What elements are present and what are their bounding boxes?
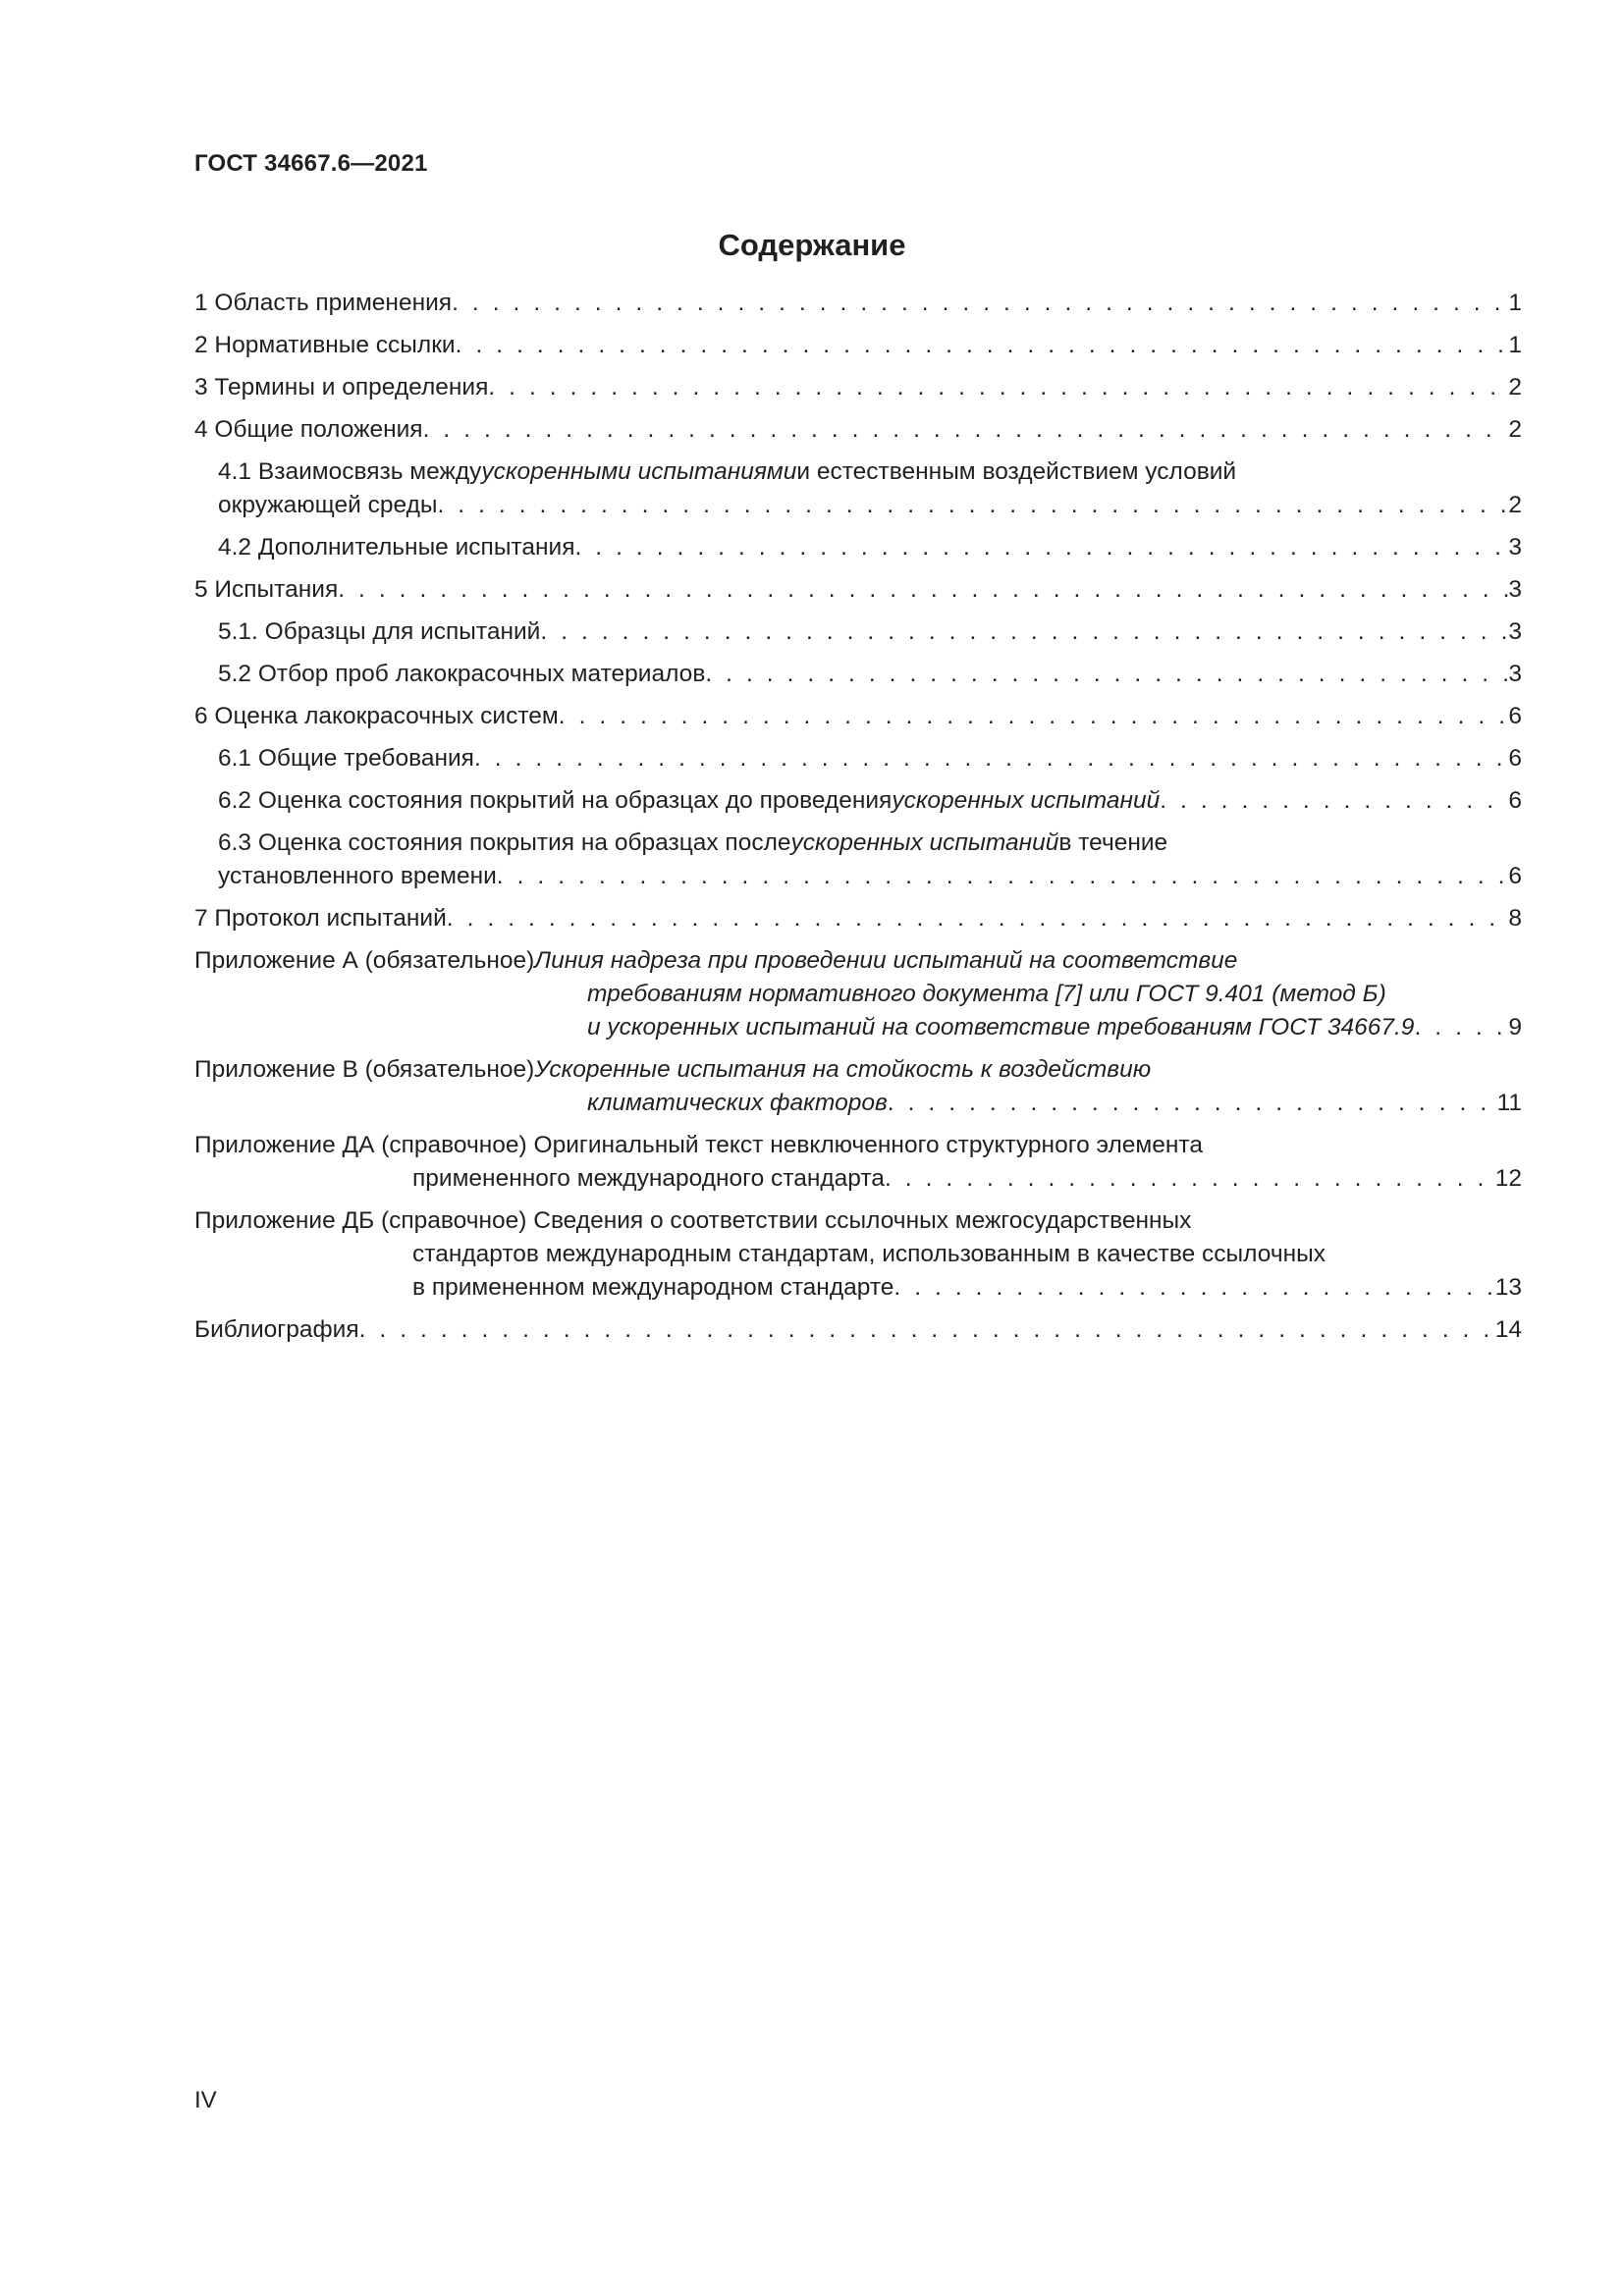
- toc-line: [194, 1313, 1522, 1347]
- toc-leader-dots: [456, 329, 1509, 362]
- toc-line: [194, 489, 1522, 522]
- toc-entry-4-1[interactable]: [194, 455, 1522, 522]
- toc-text: 7 Протокол испытаний: [194, 905, 447, 932]
- toc-leader-dots: [885, 1162, 1495, 1196]
- toc-text: примененного международного стандарта: [412, 1165, 885, 1192]
- toc-line: [194, 531, 1522, 564]
- toc-entry-6-3[interactable]: [194, 827, 1522, 893]
- toc-line: [194, 700, 1522, 733]
- toc-text: 4.1 Взаимосвязь между: [218, 458, 482, 485]
- toc-text: 6.3 Оценка состояния покрытия на образцах после: [218, 829, 791, 856]
- toc-leader-dots: [447, 902, 1509, 935]
- toc-line: [194, 287, 1522, 320]
- toc-page-number: 11: [1496, 1090, 1522, 1116]
- toc-leader-dots: [1414, 1011, 1508, 1044]
- toc-text: и естественным воздействием условий: [796, 458, 1237, 485]
- toc-leader-dots: [488, 371, 1508, 404]
- toc-line: [194, 1129, 1522, 1162]
- toc-text: и ускоренных испытаний на соответствие требованиям ГОСТ 34667.9: [587, 1014, 1415, 1041]
- toc-text: Приложение А (обязательное): [194, 947, 535, 974]
- toc-entry-4-2[interactable]: [194, 531, 1522, 564]
- toc-entry-3[interactable]: [194, 371, 1522, 404]
- toc-leader-dots: [359, 1313, 1495, 1347]
- toc-entry-1[interactable]: [194, 287, 1522, 320]
- toc-page-number: 6: [1508, 787, 1522, 814]
- toc-line: [194, 1271, 1522, 1305]
- toc-line: [194, 827, 1522, 860]
- toc-entry-6[interactable]: [194, 700, 1522, 733]
- toc-entry-2[interactable]: [194, 329, 1522, 362]
- toc-leader-dots: [437, 489, 1508, 522]
- toc-leader-dots: [893, 1271, 1494, 1305]
- toc-entry-bib[interactable]: [194, 1313, 1522, 1347]
- toc-line: [194, 413, 1522, 447]
- toc-page-number: 1: [1508, 290, 1522, 316]
- toc-leader-dots: [338, 573, 1508, 607]
- toc-line: [194, 455, 1522, 489]
- toc-line: [194, 1087, 1522, 1120]
- toc-text: в течение: [1058, 829, 1168, 856]
- toc-entry-5-1[interactable]: [194, 615, 1522, 649]
- toc-text: 6.1 Общие требования: [218, 745, 474, 772]
- toc-leader-dots: [497, 860, 1509, 893]
- toc-text: 6 Оценка лакокрасочных систем: [194, 703, 559, 729]
- toc-line: [194, 573, 1522, 607]
- toc-text: Приложение ДА (справочное) Оригинальный текст невключенного структурного элемента: [194, 1132, 1204, 1158]
- table-of-contents: [194, 287, 1522, 1356]
- toc-line: [194, 784, 1522, 818]
- toc-line: [194, 742, 1522, 775]
- toc-text: 3 Термины и определения: [194, 374, 489, 400]
- toc-entry-app-a[interactable]: [194, 944, 1522, 1044]
- toc-entry-4[interactable]: [194, 413, 1522, 447]
- toc-text: 1 Область применения: [194, 290, 453, 316]
- toc-text: Ускоренные испытания на стойкость к воздействию: [534, 1056, 1152, 1083]
- toc-line: [194, 658, 1522, 691]
- toc-leader-dots: [888, 1087, 1497, 1120]
- toc-line: [194, 329, 1522, 362]
- toc-entry-6-2[interactable]: [194, 784, 1522, 818]
- toc-page-number: 14: [1494, 1316, 1522, 1343]
- toc-page-number: 13: [1494, 1274, 1522, 1301]
- toc-entry-app-da[interactable]: [194, 1129, 1522, 1196]
- toc-leader-dots: [474, 742, 1508, 775]
- toc-page-number: 8: [1508, 905, 1522, 932]
- toc-leader-dots: [574, 531, 1508, 564]
- toc-entry-5-2[interactable]: [194, 658, 1522, 691]
- toc-text: Библиография: [194, 1316, 359, 1343]
- toc-text: 5 Испытания: [194, 576, 339, 603]
- toc-line: [194, 978, 1522, 1011]
- toc-line: [194, 1238, 1522, 1271]
- toc-page-number: 6: [1508, 703, 1522, 729]
- toc-page-number: 9: [1508, 1014, 1522, 1041]
- toc-page-number: 2: [1508, 416, 1522, 443]
- toc-text: в примененном международном стандарте: [412, 1274, 894, 1301]
- toc-text: климатических факторов: [587, 1090, 888, 1116]
- toc-leader-dots: [705, 658, 1508, 691]
- toc-page-number: 2: [1508, 492, 1522, 518]
- toc-leader-dots: [1160, 784, 1508, 818]
- toc-text: Приложение ДБ (справочное) Сведения о соответствии ссылочных межгосударственных: [194, 1207, 1192, 1234]
- toc-page-number: 3: [1508, 618, 1522, 645]
- toc-text: стандартов международным стандартам, использованным в качестве ссылочных: [412, 1241, 1326, 1267]
- toc-leader-dots: [540, 615, 1508, 649]
- toc-line: [194, 371, 1522, 404]
- toc-page-number: 1: [1508, 332, 1522, 358]
- toc-entry-5[interactable]: [194, 573, 1522, 607]
- toc-page-number: 3: [1508, 576, 1522, 603]
- toc-text: ускоренными испытаниями: [481, 458, 797, 485]
- toc-text: 2 Нормативные ссылки: [194, 332, 456, 358]
- toc-line: [194, 902, 1522, 935]
- toc-text: 6.2 Оценка состояния покрытий на образцах до проведения: [218, 787, 893, 814]
- toc-leader-dots: [452, 287, 1508, 320]
- toc-line: [194, 860, 1522, 893]
- toc-text: ускоренных испытаний: [790, 829, 1059, 856]
- toc-page-number: 2: [1508, 374, 1522, 400]
- toc-text: Линия надреза при проведении испытаний на соответствие: [534, 947, 1238, 974]
- toc-text: 5.2 Отбор проб лакокрасочных материалов: [218, 661, 706, 687]
- toc-text: ускоренных испытаний: [892, 787, 1161, 814]
- toc-line: [194, 944, 1522, 978]
- document-id: ГОСТ 34667.6—2021: [194, 150, 428, 177]
- toc-text: 4 Общие положения: [194, 416, 423, 443]
- toc-page-number: 6: [1508, 863, 1522, 889]
- toc-page-number: 3: [1508, 661, 1522, 687]
- toc-leader-dots: [559, 700, 1509, 733]
- page-title: Содержание: [718, 228, 906, 262]
- toc-leader-dots: [423, 413, 1509, 447]
- toc-text: Приложение В (обязательное): [194, 1056, 535, 1083]
- toc-line: [194, 1011, 1522, 1044]
- toc-entry-7[interactable]: [194, 902, 1522, 935]
- toc-entry-6-1[interactable]: [194, 742, 1522, 775]
- toc-text: установленного времени: [218, 863, 497, 889]
- toc-page-number: 6: [1508, 745, 1522, 772]
- toc-page-number: 12: [1494, 1165, 1522, 1192]
- toc-text: 5.1. Образцы для испытаний: [218, 618, 541, 645]
- toc-text: окружающей среды: [218, 492, 438, 518]
- toc-line: [194, 615, 1522, 649]
- toc-entry-app-db[interactable]: [194, 1204, 1522, 1305]
- page-number: IV: [194, 2087, 217, 2113]
- toc-line: [194, 1053, 1522, 1087]
- toc-text: требованиям нормативного документа [7] или ГОСТ 9.401 (метод Б): [587, 981, 1386, 1007]
- toc-line: [194, 1204, 1522, 1238]
- toc-entry-app-v[interactable]: [194, 1053, 1522, 1120]
- toc-page-number: 3: [1508, 534, 1522, 561]
- toc-text: 4.2 Дополнительные испытания: [218, 534, 575, 561]
- toc-line: [194, 1162, 1522, 1196]
